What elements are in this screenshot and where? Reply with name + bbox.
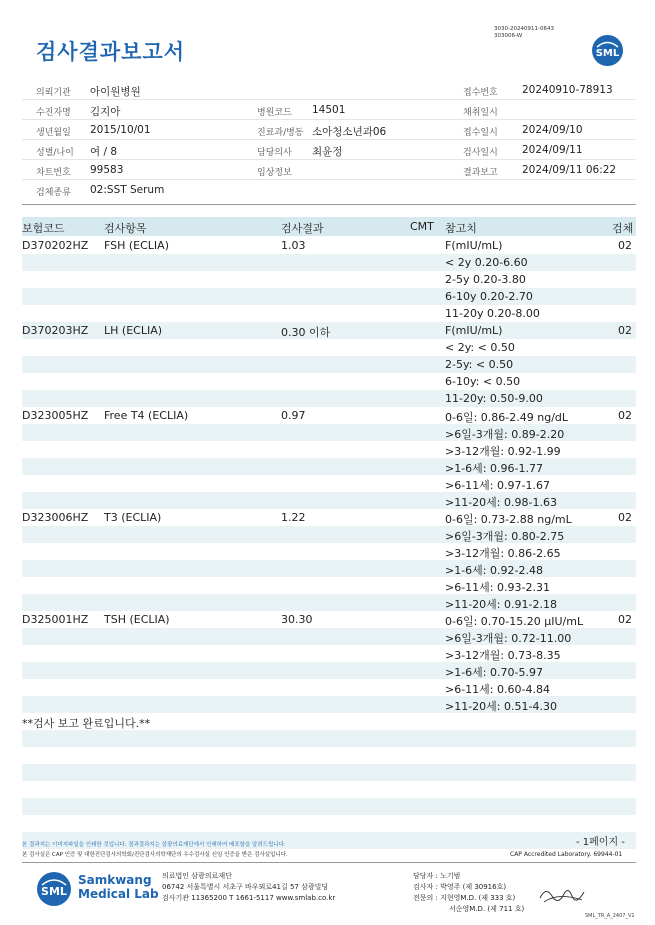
table-row bbox=[22, 594, 636, 611]
cell-code: D370202HZ bbox=[22, 239, 89, 252]
report-date-value: 2024/09/11 06:22 bbox=[522, 164, 617, 176]
cell-item: T3 (ECLIA) bbox=[104, 511, 162, 524]
table-row bbox=[22, 475, 636, 492]
doctor-label: 담당의사 bbox=[257, 148, 292, 158]
cell-ref: >6-11세: 0.60-4.84 bbox=[445, 683, 550, 696]
brand-line-1: Samkwang bbox=[78, 873, 152, 887]
report-title: 검사결과보고서 bbox=[36, 40, 186, 64]
cell-code: D325001HZ bbox=[22, 613, 89, 626]
cell-ref: >6일-3개월: 0.89-2.20 bbox=[445, 428, 565, 441]
table-row bbox=[22, 441, 636, 458]
col-spec-header: 검체 bbox=[612, 222, 634, 235]
info-row-2 bbox=[22, 100, 636, 120]
cell-spec: 02 bbox=[618, 409, 632, 422]
cell-ref: >1-6세: 0.96-1.77 bbox=[445, 462, 543, 475]
cell-spec: 02 bbox=[618, 239, 632, 252]
table-row bbox=[22, 254, 636, 271]
results-table-header bbox=[22, 217, 636, 236]
cell-result: 0.30 이하 bbox=[281, 326, 331, 339]
info-row-4 bbox=[22, 140, 636, 160]
cell-code: D370203HZ bbox=[22, 324, 89, 337]
cell-spec: 02 bbox=[618, 511, 632, 524]
hospital-code-label: 병원코드 bbox=[257, 108, 292, 118]
table-row bbox=[22, 662, 636, 679]
clinical-info-label: 임상정보 bbox=[257, 168, 292, 178]
table-row bbox=[22, 730, 636, 747]
patient-info bbox=[22, 80, 636, 200]
cell-ref: >3-12개월: 0.92-1.99 bbox=[445, 445, 561, 458]
doc-code-2: 303006-W bbox=[494, 33, 523, 39]
info-divider bbox=[22, 204, 636, 205]
receipt-date-value: 2024/09/10 bbox=[522, 124, 583, 136]
foundation-info bbox=[162, 871, 335, 904]
table-row bbox=[22, 713, 636, 730]
cell-result: 0.97 bbox=[281, 409, 306, 422]
cell-ref: < 2y: < 0.50 bbox=[445, 341, 515, 354]
specimen-label: 검체종류 bbox=[36, 188, 71, 198]
sml-footer-logo-icon bbox=[36, 871, 72, 907]
cell-ref: 2-5y 0.20-3.80 bbox=[445, 273, 526, 286]
col-cmt-header: CMT bbox=[410, 220, 434, 233]
brand-line-2: Medical Lab bbox=[78, 887, 159, 901]
chart-no-label: 차트번호 bbox=[36, 168, 71, 178]
table-row bbox=[22, 407, 636, 424]
dept-value: 소아청소년과06 bbox=[312, 126, 387, 138]
receipt-date-label: 접수일시 bbox=[463, 128, 498, 138]
doctor-value: 최윤정 bbox=[312, 146, 343, 158]
cell-item: TSH (ECLIA) bbox=[104, 613, 170, 626]
cell-ref: 6-10y: < 0.50 bbox=[445, 375, 521, 388]
cell-item: Free T4 (ECLIA) bbox=[104, 409, 189, 422]
cell-ref: >6-11세: 0.97-1.67 bbox=[445, 479, 550, 492]
sml-logo-text: SML bbox=[595, 48, 620, 59]
staff-info bbox=[413, 871, 524, 915]
cell-result: 1.03 bbox=[281, 239, 306, 252]
table-row bbox=[22, 696, 636, 713]
cell-result: 30.30 bbox=[281, 613, 313, 626]
table-row bbox=[22, 373, 636, 390]
table-row bbox=[22, 781, 636, 798]
sml-footer-logo-text: SML bbox=[41, 885, 67, 898]
cell-ref: >6일-3개월: 0.72-11.00 bbox=[445, 632, 572, 645]
test-date-value: 2024/09/11 bbox=[522, 144, 583, 156]
cell-code: D323006HZ bbox=[22, 511, 89, 524]
document-codes bbox=[494, 26, 554, 40]
table-row bbox=[22, 560, 636, 577]
foundation-address: 06742 서울특별시 서초구 바우뫼로41길 57 삼광빌딩 bbox=[162, 883, 329, 891]
table-row bbox=[22, 577, 636, 594]
cell-item: LH (ECLIA) bbox=[104, 324, 163, 337]
foundation-name: 의료법인 삼광의료재단 bbox=[162, 872, 232, 880]
table-row bbox=[22, 390, 636, 407]
footer-divider bbox=[22, 862, 636, 863]
dob-value: 2015/10/01 bbox=[90, 124, 151, 136]
col-code-header: 보험코드 bbox=[22, 222, 65, 235]
table-row bbox=[22, 339, 636, 356]
info-row-1 bbox=[22, 80, 636, 100]
table-row bbox=[22, 271, 636, 288]
dept-label: 진료과/병동 bbox=[257, 128, 304, 138]
cell-ref: 0-6일: 0.73-2.88 ng/mL bbox=[445, 513, 572, 526]
cell-ref: 11-20y 0.20-8.00 bbox=[445, 307, 540, 320]
test-date-label: 검사일시 bbox=[463, 148, 498, 158]
doc-code-1: 3030-20240911-0643 bbox=[494, 26, 554, 32]
results-table-body bbox=[22, 237, 636, 849]
table-row bbox=[22, 322, 636, 339]
form-code: SML_TR_A_2407_V1 bbox=[585, 913, 635, 919]
table-row bbox=[22, 492, 636, 509]
col-ref-header: 참고치 bbox=[445, 222, 477, 235]
signature-image bbox=[538, 882, 588, 908]
chart-no-value: 99583 bbox=[90, 164, 124, 176]
cell-code: D323005HZ bbox=[22, 409, 89, 422]
cell-ref: >11-20세: 0.91-2.18 bbox=[445, 598, 557, 611]
institution-value: 아이원병원 bbox=[90, 86, 141, 98]
cell-spec: 02 bbox=[618, 613, 632, 626]
foundation-contact: 검사기관 11365200 T 1661-5117 www.smlab.co.kr bbox=[162, 894, 336, 902]
table-row bbox=[22, 611, 636, 628]
col-item-header: 검사항목 bbox=[104, 222, 147, 235]
sml-logo-icon bbox=[591, 34, 624, 67]
table-row bbox=[22, 815, 636, 832]
table-row bbox=[22, 645, 636, 662]
table-row bbox=[22, 288, 636, 305]
page-number: - 1페이지 - bbox=[576, 837, 625, 848]
table-row bbox=[22, 305, 636, 322]
cell-ref: 0-6일: 0.86-2.49 ng/dL bbox=[445, 411, 569, 424]
receipt-no-value: 20240910-78913 bbox=[522, 84, 613, 96]
receipt-no-label: 접수번호 bbox=[463, 88, 498, 98]
info-row-6 bbox=[22, 180, 636, 200]
cell-item: FSH (ECLIA) bbox=[104, 239, 169, 252]
table-row bbox=[22, 679, 636, 696]
table-row bbox=[22, 764, 636, 781]
cell-code: **검사 보고 완료입니다.** bbox=[22, 717, 151, 730]
accreditation-notice: 본 검사실은 CAP 인증 및 대한진단검사의학회/진단검사의학재단의 우수검사실 신임 인증을 받은 검사실입니다. bbox=[22, 852, 288, 858]
table-row bbox=[22, 424, 636, 441]
table-row bbox=[22, 458, 636, 475]
sex-age-label: 성별/나이 bbox=[36, 148, 74, 158]
cell-ref: >1-6세: 0.92-2.48 bbox=[445, 564, 543, 577]
cell-result: 1.22 bbox=[281, 511, 306, 524]
info-row-3 bbox=[22, 120, 636, 140]
cap-accreditation: CAP Accredited Laboratory. 69944-01 bbox=[510, 851, 623, 858]
cell-ref: 11-20y: 0.50-9.00 bbox=[445, 392, 543, 405]
cell-ref: 2-5y: < 0.50 bbox=[445, 358, 514, 371]
cell-ref: 6-10y 0.20-2.70 bbox=[445, 290, 533, 303]
table-row bbox=[22, 237, 636, 254]
patient-label: 수진자명 bbox=[36, 108, 71, 118]
table-row bbox=[22, 798, 636, 815]
cell-ref: >3-12개월: 0.73-8.35 bbox=[445, 649, 561, 662]
patient-value: 김지아 bbox=[90, 106, 121, 118]
cell-ref: >11-20세: 0.98-1.63 bbox=[445, 496, 557, 509]
col-result-header: 검사결과 bbox=[281, 222, 324, 235]
cell-ref: >3-12개월: 0.86-2.65 bbox=[445, 547, 561, 560]
table-row bbox=[22, 509, 636, 526]
hospital-code-value: 14501 bbox=[312, 104, 346, 116]
cell-ref: >6일-3개월: 0.80-2.75 bbox=[445, 530, 565, 543]
staff-specialist-2: 서순영M.D. (제 711 호) bbox=[449, 905, 525, 913]
cell-ref: >6-11세: 0.93-2.31 bbox=[445, 581, 550, 594]
collect-date-label: 채취일시 bbox=[463, 108, 498, 118]
staff-tester: 검사자 : 박영주 (제 30916호) bbox=[413, 883, 507, 891]
dob-label: 생년월일 bbox=[36, 128, 71, 138]
table-row bbox=[22, 356, 636, 373]
table-row bbox=[22, 526, 636, 543]
cell-ref: >11-20세: 0.51-4.30 bbox=[445, 700, 557, 713]
cell-spec: 02 bbox=[618, 324, 632, 337]
cell-ref: F(mIU/mL) bbox=[445, 239, 503, 252]
report-date-label: 결과보고 bbox=[463, 168, 498, 178]
cell-ref: F(mIU/mL) bbox=[445, 324, 503, 337]
print-notice: 본 결과지는 이미지파일을 인쇄한 것입니다. 결과결과지는 삼광의료재단에서 인쇄하여 배포함을 알려드립니다. bbox=[22, 842, 286, 848]
staff-specialist-1: 전문의 : 지현영M.D. (제 333 호) bbox=[413, 894, 516, 902]
brand-name bbox=[78, 873, 159, 901]
cell-ref: >1-6세: 0.70-5.97 bbox=[445, 666, 543, 679]
staff-manager: 담당자 : 노기범 bbox=[413, 872, 461, 880]
cell-ref: < 2y 0.20-6.60 bbox=[445, 256, 528, 269]
sex-age-value: 여 / 8 bbox=[90, 146, 118, 158]
info-row-5 bbox=[22, 160, 636, 180]
table-row bbox=[22, 747, 636, 764]
table-row bbox=[22, 543, 636, 560]
specimen-value: 02:SST Serum bbox=[90, 184, 165, 196]
table-row bbox=[22, 628, 636, 645]
cell-ref: 0-6일: 0.70-15.20 µIU/mL bbox=[445, 615, 584, 628]
institution-label: 의뢰기관 bbox=[36, 88, 71, 98]
